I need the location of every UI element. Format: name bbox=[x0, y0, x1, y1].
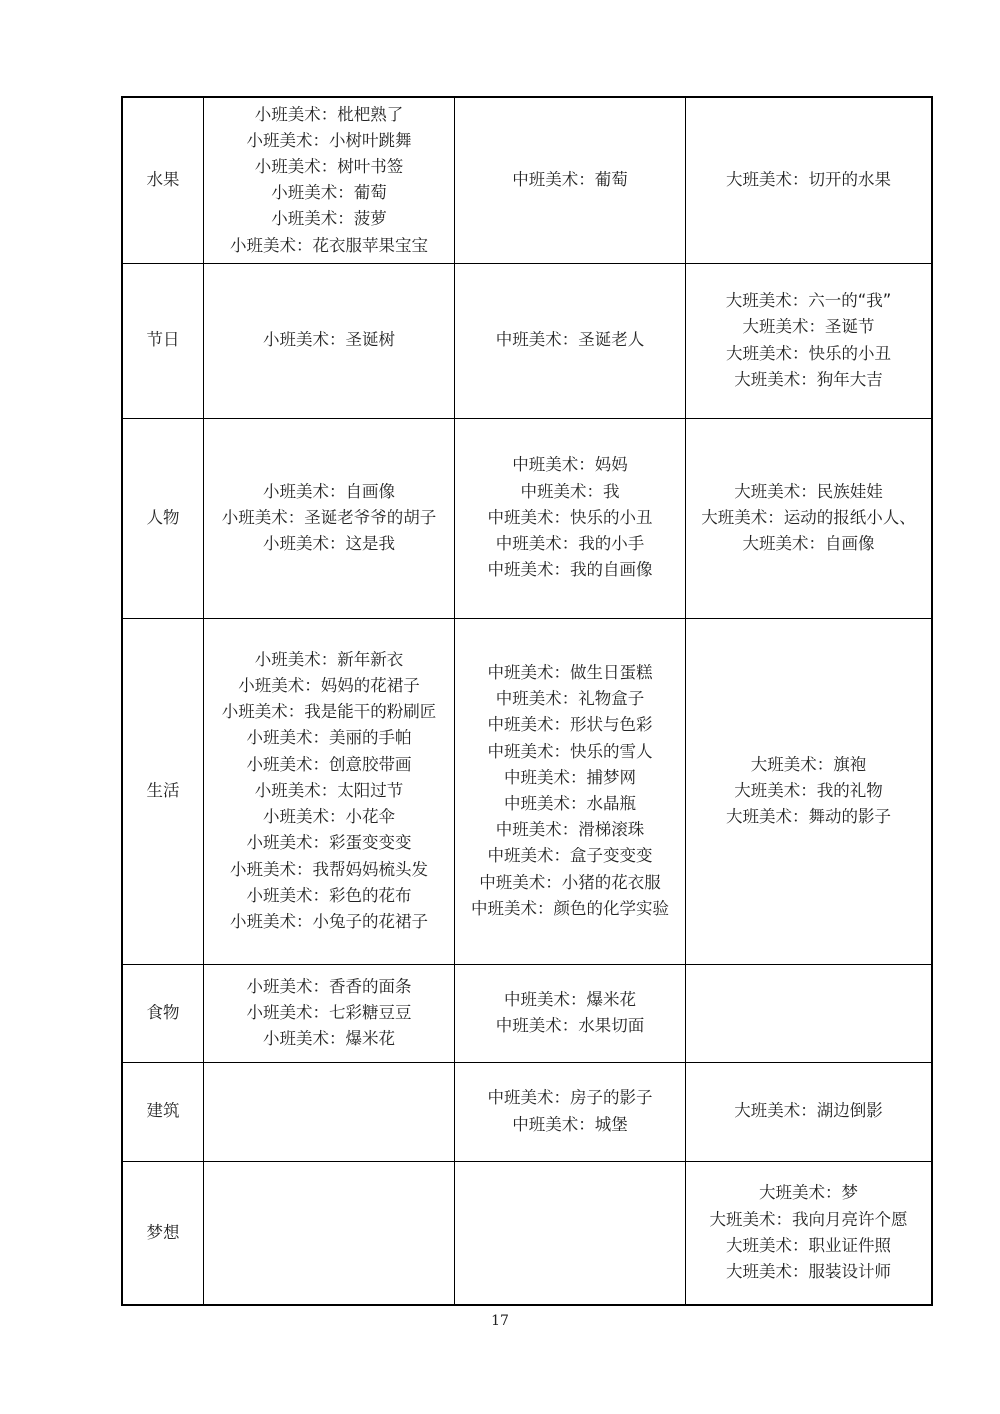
activity-item: 中班美术：我的自画像 bbox=[487, 560, 653, 580]
small-class-cell bbox=[204, 263, 455, 418]
activity-item: 中班美术：我 bbox=[520, 481, 620, 501]
category-cell: 节日 bbox=[122, 263, 204, 418]
activity-item: 小班美术：树叶书签 bbox=[254, 157, 404, 177]
activity-item: 大班美术：快乐的小丑 bbox=[726, 343, 891, 363]
activity-item: 中班美术：城堡 bbox=[512, 1114, 628, 1134]
activity-item: 中班美术：快乐的小丑 bbox=[487, 507, 653, 527]
activity-item: 中班美术：妈妈 bbox=[512, 455, 628, 475]
activity-item: 小班美术：我帮妈妈梳头发 bbox=[230, 859, 428, 879]
activity-item: 小班美术：新年新衣 bbox=[254, 649, 404, 669]
activity-item: 中班美术：快乐的雪人 bbox=[487, 741, 653, 761]
table-row bbox=[122, 964, 932, 1062]
table-row bbox=[122, 618, 932, 964]
activity-item: 中班美术：形状与色彩 bbox=[487, 715, 653, 735]
activity-item: 大班美术：运动的报纸小人、 bbox=[701, 507, 916, 527]
activity-item: 小班美术：彩蛋变变变 bbox=[246, 833, 412, 853]
middle-class-cell bbox=[455, 618, 686, 964]
table-row bbox=[122, 1161, 932, 1305]
activity-item: 小班美术：小兔子的花裙子 bbox=[230, 911, 428, 931]
activity-item: 小班美术：自画像 bbox=[263, 481, 395, 501]
small-class-cell bbox=[204, 1062, 455, 1161]
activity-item: 中班美术：葡萄 bbox=[512, 170, 628, 190]
activity-item: 中班美术：水果切面 bbox=[495, 1016, 645, 1035]
category-cell: 生活 bbox=[122, 618, 204, 964]
activity-item: 中班美术：捕梦网 bbox=[504, 767, 636, 787]
middle-class-cell bbox=[455, 97, 686, 263]
activity-item: 大班美术：自画像 bbox=[742, 534, 875, 554]
big-class-cell bbox=[686, 1161, 933, 1305]
activity-item: 中班美术：颜色的化学实验 bbox=[471, 898, 669, 918]
activity-item: 中班美术：圣诞老人 bbox=[495, 330, 645, 350]
activity-item: 小班美术：小树叶跳舞 bbox=[246, 130, 412, 150]
activity-item: 大班美术：舞动的影子 bbox=[726, 807, 891, 827]
activity-item: 小班美术：圣诞老爷爷的胡子 bbox=[221, 507, 437, 527]
activity-item: 小班美术：枇杷熟了 bbox=[254, 104, 404, 124]
activity-item: 小班美术：圣诞树 bbox=[263, 330, 395, 350]
activity-item: 小班美术：这是我 bbox=[263, 534, 395, 554]
page-number: 17 bbox=[491, 1313, 509, 1329]
activity-item: 小班美术：美丽的手帕 bbox=[246, 728, 412, 748]
activity-item: 大班美术：狗年大吉 bbox=[734, 369, 883, 389]
activity-item: 中班美术：我的小手 bbox=[495, 534, 645, 554]
activity-item: 中班美术：小猪的花衣服 bbox=[479, 872, 661, 892]
activity-item: 中班美术：房子的影子 bbox=[487, 1088, 653, 1108]
small-class-cell bbox=[204, 964, 455, 1062]
activity-item: 大班美术：圣诞节 bbox=[742, 317, 875, 337]
activity-item: 小班美术：菠萝 bbox=[271, 209, 387, 229]
activity-item: 大班美术：职业证件照 bbox=[726, 1235, 891, 1255]
small-class-cell bbox=[204, 618, 455, 964]
table-body bbox=[122, 97, 932, 1305]
activity-item: 小班美术：七彩糖豆豆 bbox=[246, 1002, 412, 1022]
activity-item: 大班美术：民族娃娃 bbox=[734, 481, 883, 501]
category-cell: 人物 bbox=[122, 418, 204, 618]
activity-item: 中班美术：爆米花 bbox=[504, 989, 636, 1009]
activity-item: 大班美术：我向月亮许个愿 bbox=[709, 1209, 908, 1229]
activity-item: 大班美术：切开的水果 bbox=[726, 170, 891, 190]
activity-item: 小班美术：彩色的花布 bbox=[246, 885, 412, 905]
activity-item: 大班美术：湖边倒影 bbox=[734, 1101, 883, 1121]
big-class-cell bbox=[686, 618, 933, 964]
middle-class-cell bbox=[455, 1161, 686, 1305]
activity-item: 大班美术：旗袍 bbox=[750, 754, 867, 774]
activity-item: 大班美术：梦 bbox=[759, 1183, 858, 1203]
activity-item: 小班美术：我是能干的粉刷匠 bbox=[221, 702, 437, 722]
table-row bbox=[122, 97, 932, 263]
activity-item: 小班美术：香香的面条 bbox=[246, 976, 412, 996]
big-class-cell bbox=[686, 964, 933, 1062]
big-class-cell bbox=[686, 418, 933, 618]
big-class-cell bbox=[686, 1062, 933, 1161]
table-row bbox=[122, 1062, 932, 1161]
category-cell: 梦想 bbox=[122, 1161, 204, 1305]
activity-item: 中班美术：礼物盒子 bbox=[495, 689, 645, 709]
middle-class-cell bbox=[455, 1062, 686, 1161]
middle-class-cell bbox=[455, 418, 686, 618]
activity-item: 小班美术：小花伞 bbox=[263, 807, 395, 827]
activity-item: 小班美术：妈妈的花裙子 bbox=[238, 676, 420, 696]
activity-item: 小班美术：爆米花 bbox=[263, 1029, 395, 1049]
category-cell: 建筑 bbox=[122, 1062, 204, 1161]
activity-item: 大班美术：服装设计师 bbox=[726, 1261, 891, 1281]
activity-item: 中班美术：滑梯滚珠 bbox=[495, 820, 645, 840]
small-class-cell bbox=[204, 1161, 455, 1305]
middle-class-cell bbox=[455, 263, 686, 418]
activity-item: 小班美术：葡萄 bbox=[271, 183, 387, 203]
activity-item: 大班美术：我的礼物 bbox=[734, 780, 883, 800]
activity-item: 大班美术：六一的“我” bbox=[725, 291, 892, 311]
category-cell: 食物 bbox=[122, 964, 204, 1062]
activity-item: 中班美术：做生日蛋糕 bbox=[487, 662, 653, 682]
activity-item: 小班美术：创意胶带画 bbox=[246, 754, 412, 774]
activity-item: 中班美术：水晶瓶 bbox=[504, 794, 636, 813]
table-row bbox=[122, 418, 932, 618]
small-class-cell bbox=[204, 97, 455, 263]
table-row bbox=[122, 263, 932, 418]
activity-item: 小班美术：花衣服苹果宝宝 bbox=[230, 235, 428, 255]
middle-class-cell bbox=[455, 964, 686, 1062]
curriculum-table bbox=[121, 96, 933, 1306]
big-class-cell bbox=[686, 97, 933, 263]
small-class-cell bbox=[204, 418, 455, 618]
big-class-cell bbox=[686, 263, 933, 418]
category-cell: 水果 bbox=[122, 97, 204, 263]
activity-item: 小班美术：太阳过节 bbox=[254, 780, 404, 800]
activity-item: 中班美术：盒子变变变 bbox=[487, 846, 653, 866]
